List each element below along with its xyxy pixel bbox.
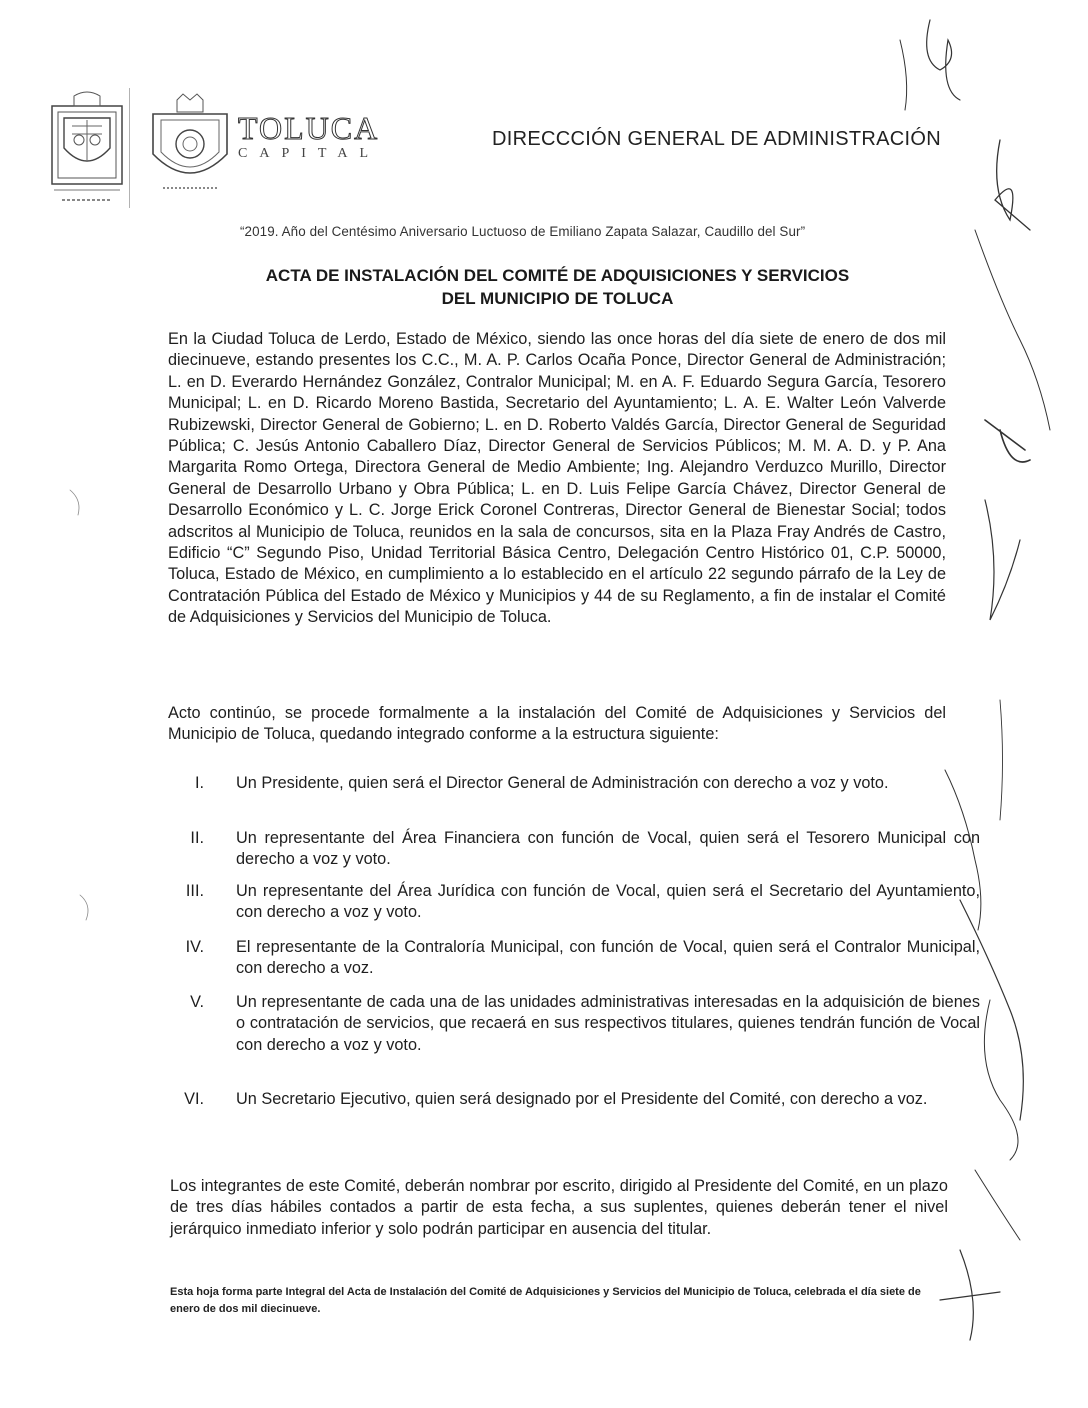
installation-paragraph: Acto continúo, se procede formalmente a la instalación del Comité de Adquisiciones y Servicios del Municipio de Toluca, quedando integrado conforme a la estructura siguiente:	[168, 704, 946, 744]
list-number: I.	[194, 774, 204, 792]
list-number: IV.	[185, 938, 204, 956]
list-item	[185, 881, 980, 924]
list-item	[184, 1089, 980, 1110]
logo-sub: CAPITAL	[238, 146, 380, 161]
signature-mark	[900, 40, 907, 110]
year-motto: “2019. Año del Centésimo Aniversario Luctuoso de Emiliano Zapata Salazar, Caudillo del Sur”	[240, 224, 806, 239]
list-text: Un representante de cada una de las unidades administrativas interesadas en la adquisición de bienes o contratación de servicios, que recaerá en sus respectivos titulares, quienes tendrán función de Vocal con derecho a voz y voto.	[236, 993, 980, 1054]
title-line-2: DEL MUNICIPIO DE TOLUCA	[441, 289, 674, 308]
signature-mark	[984, 1000, 1018, 1160]
list-number: V.	[190, 993, 204, 1011]
logo-word: TOLUCA	[238, 110, 380, 146]
list-item	[194, 773, 980, 794]
document-title	[170, 264, 945, 310]
city-seal-icon	[143, 92, 237, 194]
list-number: III.	[185, 882, 204, 900]
department-title: DIRECCCIÓN GENERAL DE ADMINISTRACIÓN	[492, 128, 942, 150]
signature-mark	[975, 1170, 1020, 1240]
signature-mark	[70, 490, 88, 920]
title-line-1: ACTA DE INSTALACIÓN DEL COMITÉ DE ADQUISICIONES Y SERVICIOS	[265, 266, 850, 285]
toluca-logo	[238, 112, 388, 172]
list-number: VI.	[184, 1090, 204, 1108]
state-seal-icon	[44, 88, 130, 208]
signature-mark	[985, 500, 1020, 620]
list-text: Un representante del Área Jurídica con función de Vocal, quien será el Secretario del Ayuntamiento, con derecho a voz y voto.	[236, 882, 980, 922]
list-text: Un Secretario Ejecutivo, quien será designado por el Presidente del Comité, con derecho a voz.	[236, 1090, 928, 1108]
signature-mark	[985, 420, 1030, 462]
list-item	[185, 937, 980, 980]
list-text: Un representante del Área Financiera con función de Vocal, quien será el Tesorero Municipal con derecho a voz y voto.	[236, 829, 980, 869]
opening-paragraph: En la Ciudad Toluca de Lerdo, Estado de México, siendo las once horas del día siete de enero de dos mil diecinueve, estando presentes los C.C., M. A. P. Carlos Ocaña Ponce, Director General de Administración; L. en D. Everardo Hernández González, Contralor Municipal; M. en A. F. Eduardo Segura García, Tesorero Municipal; L. en D. Ricardo Moreno Bastida, Secretario del Ayuntamiento; L. A. E. Walter León Valverde Rubizewski, Director General de Gobierno; L. en D. Roberto Valdés García, Director General de Seguridad Pública; C. Jesús Antonio Caballero Díaz, Director General de Servicios Públicos; M. M. A. D. y P. Ana Margarita Romo Ortega, Directora General de Medio Ambiente; Ing. Alejandro Verduzco Murillo, Director General de Desarrollo Urbano y Obra Pública; L. en D. Luis Felipe García Chávez, Director General de Desarrollo Económico y L. C. Jorge Erick Coronel Contreras, Director General de Bienestar Social; todos adscritos al Municipio de Toluca, reunidos en la sala de concursos, sita en la Plaza Fray Andrés de Castro, Edificio “C” Segundo Piso, Unidad Territorial Básica Centro, Delegación Centro Histórico 01, C.P. 50000, Toluca, Estado de México, en cumplimiento a lo establecido en el artículo 22 segundo párrafo de la Ley de Contratación Pública del Estado de México y Municipios y 44 de su Reglamento, a fin de instalar el Comité de Adquisiciones y Servicios del Municipio de Toluca.	[168, 330, 946, 627]
substitutes-paragraph: Los integrantes de este Comité, deberán nombrar por escrito, dirigido al Presidente del Comité, en un plazo de tres días hábiles contados a partir de esta fecha, a sus suplentes, quienes deberán tener el nivel jerárquico inmediato inferior y solo podrán participar en ausencia del titular.	[170, 1177, 948, 1238]
list-text: El representante de la Contraloría Municipal, con función de Vocal, quien será el Contralor Municipal, con derecho a voz.	[236, 938, 980, 978]
list-number: II.	[190, 829, 204, 847]
list-item	[190, 828, 980, 871]
signature-mark	[995, 140, 1030, 230]
footer-note: Esta hoja forma parte Integral del Acta de Instalación del Comité de Adquisiciones y Servicios del Municipio de Toluca, celebrada el día siete de enero de dos mil diecinueve.	[170, 1286, 921, 1315]
signature-mark	[927, 20, 960, 100]
signature-mark	[1000, 700, 1003, 820]
list-item	[190, 992, 980, 1056]
signature-mark	[975, 230, 1050, 430]
list-text: Un Presidente, quien será el Director General de Administración con derecho a voz y voto.	[236, 774, 889, 792]
